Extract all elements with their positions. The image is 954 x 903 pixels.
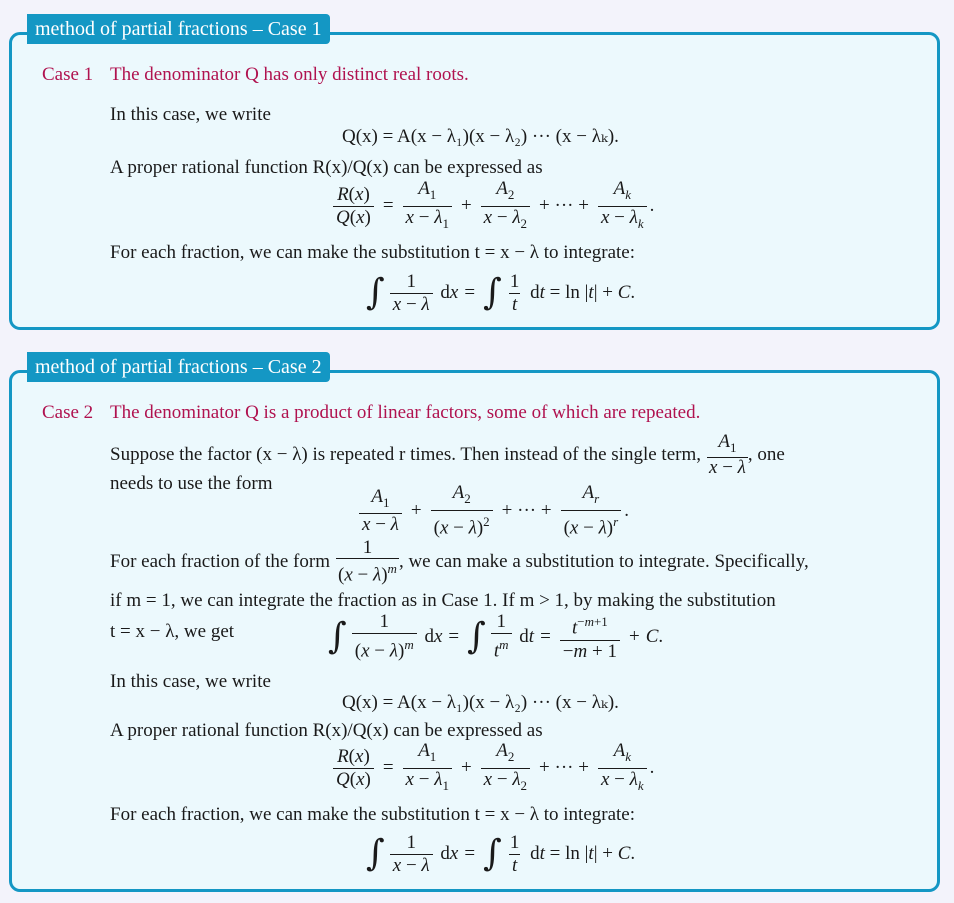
equation-repeated-form: $\frac{A_1}{x - \lambda}$ + $\frac{A_2}{(x - \lambda)^2}$ + ··· + $\frac{A_r}{(x - \lambda)^r}$ . — [356, 483, 629, 539]
paragraph: In this case, we write — [110, 671, 271, 692]
paragraph: if m = 1, we can integrate the fraction as in Case 1. If m > 1, by making the substitution — [110, 590, 776, 611]
partial-fractions-case2-box — [9, 356, 940, 892]
equation-q: Q(x) = A(x − λ₁)(x − λ₂) ··· (x − λₖ). — [342, 125, 619, 147]
equation-integral: ∫ $\frac{1}{x - \lambda}$ dx = ∫ $\frac{1}{t}$ dt = ln |t| + C. — [366, 831, 636, 876]
paragraph-part: For each fraction of the form — [110, 551, 330, 572]
paragraph: A proper rational function R(x)/Q(x) can be expressed as — [110, 720, 543, 741]
box-title: method of partial fractions – Case 2 — [27, 352, 330, 382]
case-text: The denominator Q is a product of linear factors, some of which are repeated. — [110, 402, 701, 423]
paragraph: Suppose the factor (x − λ) is repeated r times. Then instead of the single term, $\frac{A_1}{x - \lambda}$ , one — [110, 430, 785, 479]
equation-repeated-integral: ∫ $\frac{1}{(x - \lambda)^m}$ dx = ∫ $\frac{1}{t^m}$ dt = $\frac{t^{-m+1}}{-m + 1}$ + C . — [328, 611, 664, 662]
paragraph-part: Suppose the factor (x − λ) is repeated r times. Then instead of the single term, — [110, 444, 701, 465]
equation-decomposition: $\frac{R(x)}{Q(x)}$ = $\frac{A_1}{x - \lambda_1}$ + $\frac{A_2}{x - \lambda_2}$ + ··· + $\frac{A_k}{x - \lambda_k}$ . — [330, 743, 654, 793]
box-title: method of partial fractions – Case 1 — [27, 14, 330, 44]
equation-decomposition: $\frac{R(x)}{Q(x)}$ = $\frac{A_1}{x - \lambda_1}$ + $\frac{A_2}{x - \lambda_2}$ + ··· + $\frac{A_k}{x - \lambda_k}$ . — [330, 181, 654, 231]
case-text: The denominator Q has only distinct real roots. — [110, 64, 469, 85]
case-heading — [42, 402, 700, 424]
partial-fractions-case1-box — [9, 18, 940, 330]
paragraph: In this case, we write — [110, 104, 271, 125]
paragraph: For each fraction, we can make the substitution t = x − λ to integrate: — [110, 242, 636, 263]
paragraph: For each fraction of the form $\frac{1}{(x - \lambda)^m}$ , we can make a substitution to integrate. Specifically, — [110, 537, 809, 586]
paragraph-part: , one — [747, 444, 785, 465]
equation-q: Q(x) = A(x − λ₁)(x − λ₂) ··· (x − λₖ). — [342, 691, 619, 713]
case-label: Case 2 — [42, 402, 94, 423]
paragraph: For each fraction, we can make the substitution t = x − λ to integrate: — [110, 804, 636, 825]
case-label: Case 1 — [42, 64, 94, 85]
paragraph-part: , we can make a substitution to integrate. Specifically, — [398, 551, 809, 572]
case-heading — [42, 64, 469, 86]
paragraph: A proper rational function R(x)/Q(x) can be expressed as — [110, 157, 543, 178]
equation-integral: ∫ $\frac{1}{x - \lambda}$ dx = ∫ $\frac{1}{t}$ dt = ln |t| + C. — [366, 270, 636, 315]
paragraph: needs to use the form — [110, 473, 273, 494]
paragraph: t = x − λ, we get — [110, 621, 235, 642]
